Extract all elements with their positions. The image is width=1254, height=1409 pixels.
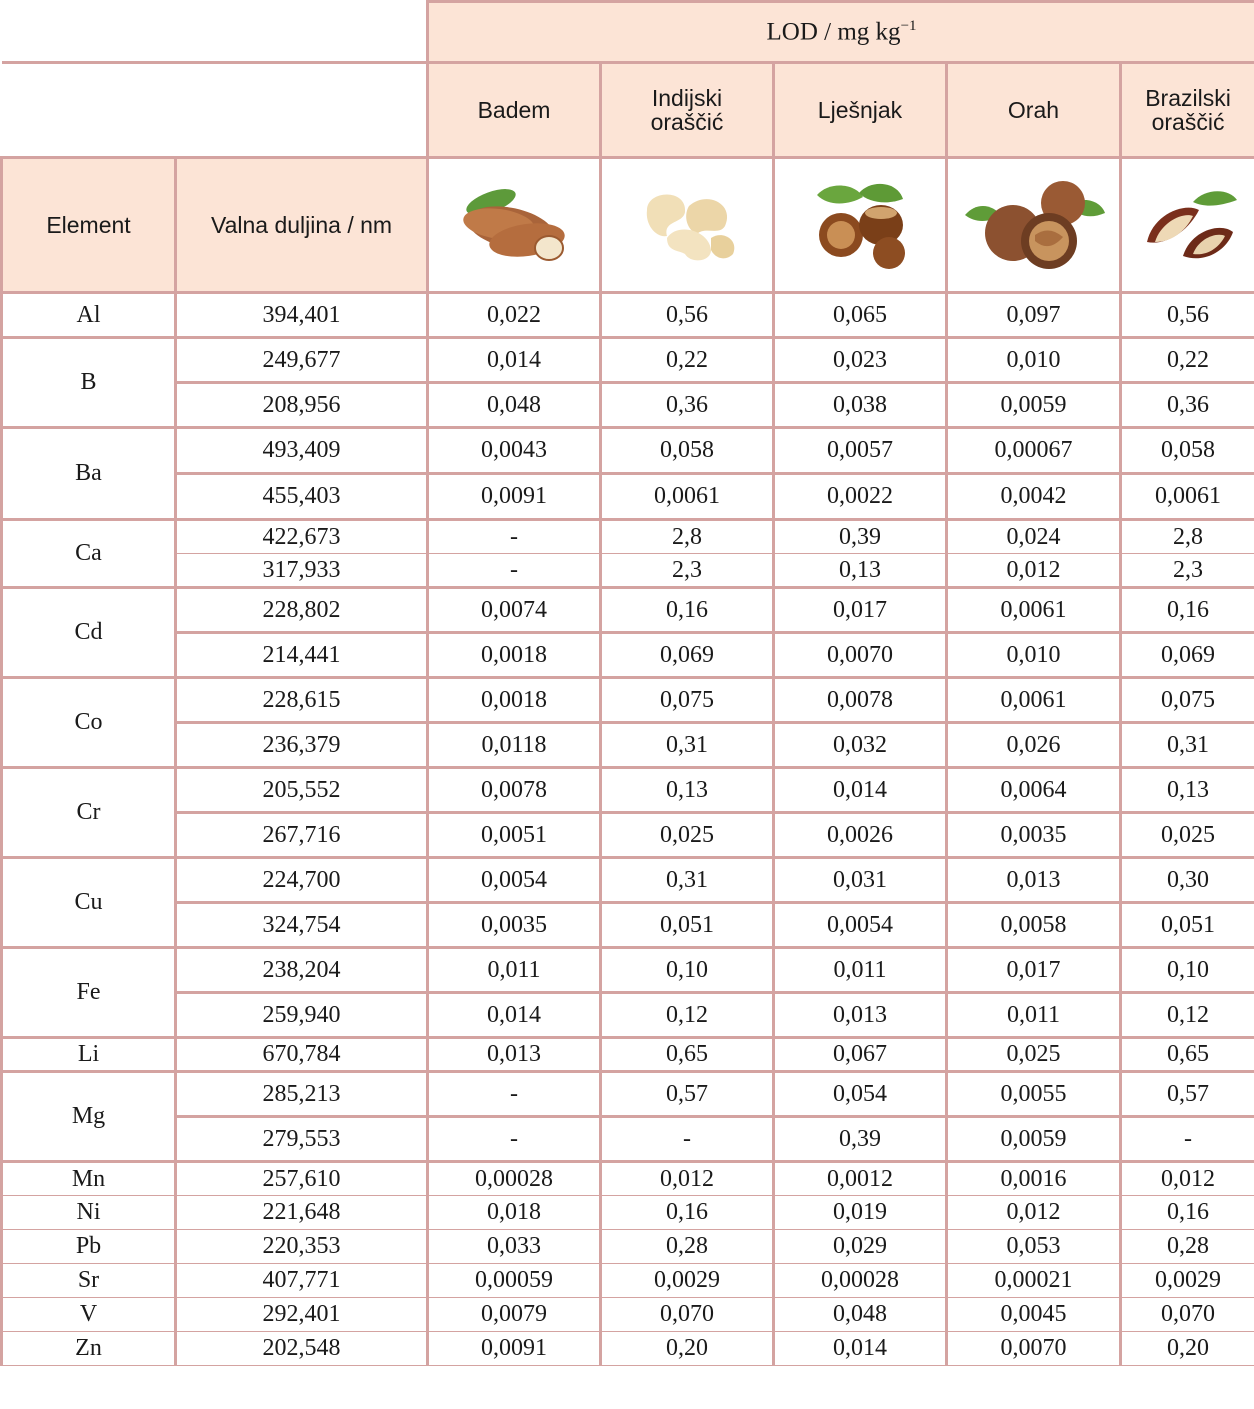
lod-value-cell: 0,053 (947, 1230, 1121, 1264)
table-row (2, 428, 1254, 474)
lod-value-cell: 0,011 (774, 948, 947, 993)
hazelnut-image-cell (774, 158, 947, 293)
lod-value-cell: 0,12 (1121, 993, 1254, 1038)
lod-value-cell: 0,00028 (774, 1264, 947, 1298)
lod-value-cell: 0,57 (1121, 1072, 1254, 1117)
table-row (2, 633, 1254, 678)
lod-value-cell: - (1121, 1117, 1254, 1162)
element-column-header: Element (2, 158, 176, 293)
lod-value-cell: 0,57 (601, 1072, 774, 1117)
element-cell: Co (2, 678, 176, 768)
lod-value-cell: 0,069 (1121, 633, 1254, 678)
wavelength-cell: 422,673 (176, 520, 428, 554)
wavelength-cell: 224,700 (176, 858, 428, 903)
table-row (2, 1298, 1254, 1332)
lod-value-cell: 0,0026 (774, 813, 947, 858)
header-blank-cell (2, 63, 176, 158)
lod-value-cell: 0,0061 (947, 588, 1121, 633)
lod-value-cell: 0,0061 (947, 678, 1121, 723)
lod-value-cell: 0,051 (1121, 903, 1254, 948)
lod-value-cell: 0,12 (601, 993, 774, 1038)
table-row (2, 1162, 1254, 1196)
lod-value-cell: 0,0079 (428, 1298, 601, 1332)
lod-value-cell: 0,16 (1121, 588, 1254, 633)
wavelength-cell: 238,204 (176, 948, 428, 993)
lod-value-cell: 0,012 (1121, 1162, 1254, 1196)
wavelength-cell: 285,213 (176, 1072, 428, 1117)
element-cell: V (2, 1298, 176, 1332)
nut-name-badem: Badem (428, 63, 601, 158)
lod-value-cell: 0,20 (1121, 1332, 1254, 1366)
lod-value-cell: 0,0035 (947, 813, 1121, 858)
table-row (2, 948, 1254, 993)
lod-value-cell: 0,0055 (947, 1072, 1121, 1117)
lod-value-cell: - (601, 1117, 774, 1162)
lod-value-cell: 0,0074 (428, 588, 601, 633)
lod-value-cell: 0,16 (601, 588, 774, 633)
lod-value-cell: 0,0054 (428, 858, 601, 903)
lod-value-cell: - (428, 520, 601, 554)
nut-name-orah: Orah (947, 63, 1121, 158)
hazelnut-icon (795, 175, 925, 275)
lod-value-cell: 0,017 (947, 948, 1121, 993)
lod-value-cell: 0,070 (601, 1298, 774, 1332)
header-blank-cell (2, 2, 176, 63)
lod-value-cell: 0,013 (774, 993, 947, 1038)
lod-value-cell: 0,022 (428, 293, 601, 338)
lod-value-cell: 0,56 (1121, 293, 1254, 338)
lod-value-cell: - (428, 1072, 601, 1117)
nut-name-indijski-orascic: Indijski oraščić (601, 63, 774, 158)
lod-value-cell: 0,0042 (947, 474, 1121, 520)
brazil-nut-icon (1133, 180, 1243, 270)
element-cell: Pb (2, 1230, 176, 1264)
lod-value-cell: 0,0078 (774, 678, 947, 723)
wavelength-cell: 228,802 (176, 588, 428, 633)
lod-value-cell: 0,0070 (774, 633, 947, 678)
lod-value-cell: 0,0054 (774, 903, 947, 948)
nut-name-ljesnjak: Lješnjak (774, 63, 947, 158)
lod-value-cell: 0,051 (601, 903, 774, 948)
wavelength-cell: 279,553 (176, 1117, 428, 1162)
lod-value-cell: - (428, 554, 601, 588)
lod-value-cell: 0,0118 (428, 723, 601, 768)
table-row (2, 338, 1254, 383)
lod-value-cell: 0,0029 (1121, 1264, 1254, 1298)
lod-value-cell: 0,014 (428, 993, 601, 1038)
lod-value-cell: 0,0045 (947, 1298, 1121, 1332)
table-row (2, 474, 1254, 520)
wavelength-cell: 208,956 (176, 383, 428, 428)
lod-value-cell: 0,0078 (428, 768, 601, 813)
cashew-image-cell (601, 158, 774, 293)
lod-value-cell: 0,39 (774, 520, 947, 554)
lod-value-cell: 0,011 (428, 948, 601, 993)
header-row-images (2, 158, 1254, 293)
lod-value-cell: 0,00028 (428, 1162, 601, 1196)
lod-value-cell: 0,058 (601, 428, 774, 474)
wavelength-column-header: Valna duljina / nm (176, 158, 428, 293)
lod-value-cell: 0,13 (601, 768, 774, 813)
lod-value-cell: 0,0029 (601, 1264, 774, 1298)
table-row (2, 723, 1254, 768)
lod-value-cell: 0,014 (774, 1332, 947, 1366)
lod-value-cell: 0,012 (601, 1162, 774, 1196)
lod-value-cell: 0,0061 (1121, 474, 1254, 520)
lod-value-cell: 0,36 (601, 383, 774, 428)
table-row (2, 1230, 1254, 1264)
lod-value-cell: 0,026 (947, 723, 1121, 768)
wavelength-cell: 324,754 (176, 903, 428, 948)
header-blank-cell (176, 2, 428, 63)
lod-value-cell: 0,0051 (428, 813, 601, 858)
element-cell: Cd (2, 588, 176, 678)
lod-value-cell: 0,65 (1121, 1038, 1254, 1072)
wavelength-cell: 394,401 (176, 293, 428, 338)
lod-value-cell: 0,0091 (428, 1332, 601, 1366)
lod-value-cell: 0,0064 (947, 768, 1121, 813)
lod-value-cell: 0,0043 (428, 428, 601, 474)
lod-group-superscript: −1 (900, 17, 917, 34)
element-cell: B (2, 338, 176, 428)
lod-value-cell: 0,00067 (947, 428, 1121, 474)
lod-value-cell: 0,012 (947, 1196, 1121, 1230)
lod-value-cell: 0,013 (947, 858, 1121, 903)
lod-value-cell: 0,0018 (428, 678, 601, 723)
lod-value-cell: 0,069 (601, 633, 774, 678)
lod-group-label: LOD / mg kg (766, 18, 901, 46)
table-row (2, 993, 1254, 1038)
element-cell: Ba (2, 428, 176, 520)
lod-group-header (428, 2, 1254, 63)
header-blank-cell (176, 63, 428, 158)
table-row (2, 1264, 1254, 1298)
lod-value-cell: 0,0022 (774, 474, 947, 520)
wavelength-cell: 236,379 (176, 723, 428, 768)
lod-value-cell: 2,3 (601, 554, 774, 588)
lod-value-cell: 2,8 (1121, 520, 1254, 554)
lod-value-cell: 0,048 (774, 1298, 947, 1332)
lod-value-cell: 0,010 (947, 633, 1121, 678)
lod-value-cell: 0,075 (1121, 678, 1254, 723)
wavelength-cell: 267,716 (176, 813, 428, 858)
lod-value-cell: 0,22 (1121, 338, 1254, 383)
lod-value-cell: 0,031 (774, 858, 947, 903)
lod-value-cell: 0,31 (601, 858, 774, 903)
lod-value-cell: 0,010 (947, 338, 1121, 383)
wavelength-cell: 220,353 (176, 1230, 428, 1264)
brazil-nut-image-cell (1121, 158, 1254, 293)
header-row-nuts (2, 63, 1254, 158)
header-row-group (2, 2, 1254, 63)
lod-value-cell: 0,032 (774, 723, 947, 768)
lod-value-cell: 0,28 (1121, 1230, 1254, 1264)
table-row (2, 293, 1254, 338)
cashew-icon (627, 180, 747, 270)
lod-value-cell: 0,019 (774, 1196, 947, 1230)
lod-value-cell: 0,065 (774, 293, 947, 338)
table-row (2, 520, 1254, 554)
lod-value-cell: 0,0059 (947, 1117, 1121, 1162)
lod-value-cell: 0,0035 (428, 903, 601, 948)
nut-name-brazilski-orascic: Brazilski oraščić (1121, 63, 1254, 158)
walnut-icon (959, 175, 1109, 275)
table-row (2, 383, 1254, 428)
wavelength-cell: 257,610 (176, 1162, 428, 1196)
element-cell: Cr (2, 768, 176, 858)
wavelength-cell: 292,401 (176, 1298, 428, 1332)
lod-value-cell: 0,31 (601, 723, 774, 768)
lod-value-cell: 0,033 (428, 1230, 601, 1264)
wavelength-cell: 221,648 (176, 1196, 428, 1230)
table-row (2, 678, 1254, 723)
lod-value-cell: 0,0057 (774, 428, 947, 474)
table-row (2, 858, 1254, 903)
wavelength-cell: 205,552 (176, 768, 428, 813)
lod-value-cell: 0,075 (601, 678, 774, 723)
table-row (2, 1196, 1254, 1230)
table-row (2, 813, 1254, 858)
lod-value-cell: 0,65 (601, 1038, 774, 1072)
table-row (2, 1117, 1254, 1162)
lod-value-cell: 0,20 (601, 1332, 774, 1366)
lod-value-cell: 2,8 (601, 520, 774, 554)
element-cell: Al (2, 293, 176, 338)
lod-value-cell: 0,22 (601, 338, 774, 383)
lod-value-cell: 2,3 (1121, 554, 1254, 588)
lod-value-cell: 0,31 (1121, 723, 1254, 768)
almond-image-cell (428, 158, 601, 293)
wavelength-cell: 493,409 (176, 428, 428, 474)
lod-value-cell: 0,10 (601, 948, 774, 993)
lod-value-cell: 0,10 (1121, 948, 1254, 993)
wavelength-cell: 249,677 (176, 338, 428, 383)
table-row (2, 554, 1254, 588)
lod-value-cell: 0,025 (601, 813, 774, 858)
table-row (2, 1332, 1254, 1366)
wavelength-cell: 407,771 (176, 1264, 428, 1298)
wavelength-cell: 670,784 (176, 1038, 428, 1072)
table-row (2, 588, 1254, 633)
lod-value-cell: 0,025 (1121, 813, 1254, 858)
lod-value-cell: 0,018 (428, 1196, 601, 1230)
lod-value-cell: 0,0016 (947, 1162, 1121, 1196)
wavelength-cell: 228,615 (176, 678, 428, 723)
lod-value-cell: 0,014 (774, 768, 947, 813)
table-row (2, 1072, 1254, 1117)
lod-value-cell: 0,0018 (428, 633, 601, 678)
lod-value-cell: 0,0012 (774, 1162, 947, 1196)
lod-value-cell: 0,029 (774, 1230, 947, 1264)
lod-value-cell: 0,023 (774, 338, 947, 383)
lod-value-cell: 0,012 (947, 554, 1121, 588)
lod-value-cell: - (428, 1117, 601, 1162)
lod-value-cell: 0,024 (947, 520, 1121, 554)
lod-value-cell: 0,054 (774, 1072, 947, 1117)
lod-value-cell: 0,070 (1121, 1298, 1254, 1332)
lod-value-cell: 0,048 (428, 383, 601, 428)
lod-value-cell: 0,0058 (947, 903, 1121, 948)
element-cell: Ca (2, 520, 176, 588)
lod-value-cell: 0,00059 (428, 1264, 601, 1298)
lod-value-cell: 0,058 (1121, 428, 1254, 474)
lod-value-cell: 0,038 (774, 383, 947, 428)
wavelength-cell: 455,403 (176, 474, 428, 520)
wavelength-cell: 317,933 (176, 554, 428, 588)
table-row (2, 768, 1254, 813)
wavelength-cell: 214,441 (176, 633, 428, 678)
lod-value-cell: 0,0059 (947, 383, 1121, 428)
lod-value-cell: 0,013 (428, 1038, 601, 1072)
lod-value-cell: 0,017 (774, 588, 947, 633)
lod-value-cell: 0,014 (428, 338, 601, 383)
lod-value-cell: 0,0070 (947, 1332, 1121, 1366)
lod-value-cell: 0,30 (1121, 858, 1254, 903)
walnut-image-cell (947, 158, 1121, 293)
table-row (2, 903, 1254, 948)
almond-icon (449, 180, 579, 270)
element-cell: Zn (2, 1332, 176, 1366)
element-cell: Sr (2, 1264, 176, 1298)
element-cell: Mg (2, 1072, 176, 1162)
element-cell: Mn (2, 1162, 176, 1196)
lod-value-cell: 0,13 (774, 554, 947, 588)
element-cell: Ni (2, 1196, 176, 1230)
lod-value-cell: 0,28 (601, 1230, 774, 1264)
element-cell: Fe (2, 948, 176, 1038)
lod-value-cell: 0,011 (947, 993, 1121, 1038)
lod-value-cell: 0,00021 (947, 1264, 1121, 1298)
lod-value-cell: 0,025 (947, 1038, 1121, 1072)
lod-value-cell: 0,39 (774, 1117, 947, 1162)
lod-value-cell: 0,13 (1121, 768, 1254, 813)
lod-value-cell: 0,36 (1121, 383, 1254, 428)
lod-value-cell: 0,16 (601, 1196, 774, 1230)
lod-value-cell: 0,067 (774, 1038, 947, 1072)
lod-value-cell: 0,56 (601, 293, 774, 338)
element-cell: Li (2, 1038, 176, 1072)
lod-value-cell: 0,0061 (601, 474, 774, 520)
lod-value-cell: 0,16 (1121, 1196, 1254, 1230)
wavelength-cell: 202,548 (176, 1332, 428, 1366)
element-cell: Cu (2, 858, 176, 948)
lod-value-cell: 0,0091 (428, 474, 601, 520)
wavelength-cell: 259,940 (176, 993, 428, 1038)
table-row (2, 1038, 1254, 1072)
lod-value-cell: 0,097 (947, 293, 1121, 338)
